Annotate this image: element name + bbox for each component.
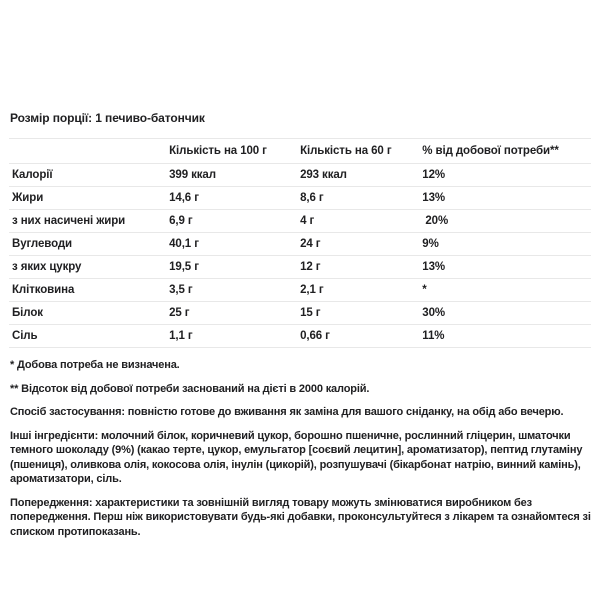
daily-value-percent: 9% [419, 233, 591, 256]
footnote-percent-basis: ** Відсоток від добової потреби заснований на дієті в 2000 калорій. [10, 382, 370, 395]
header-per-100g: Кількість на 100 г [166, 139, 297, 164]
ingredients-text: Інші інгредієнти: молочний білок, коричневий цукор, борошно пшеничне, рослинний гліцерин, шматочки темного шоколаду (9%) (какао терте, цукор, емульгатор [соєвий лецитин], ароматизатор), пептид глутаміну (пшениця), оливкова олія, кокосова олія, інулін (цикорій), розпушувачі (бікарбонат натрію, винний камінь), ароматизатори, сіль. [10, 429, 583, 485]
value-per-60g: 2,1 г [297, 279, 419, 302]
value-per-60g: 15 г [297, 302, 419, 325]
nutrient-name: Сіль [9, 325, 166, 348]
table-row-protein [9, 302, 591, 325]
warning-text: Попередження: характеристики та зовнішній вигляд товару можуть змінюватися виробником без попередження. Перш ніж використовувати будь-які добавки, проконсультуйтеся з лікарем та ознайомтеся зі списком протипоказань. [10, 496, 591, 538]
daily-value-percent: 13% [419, 256, 591, 279]
nutrient-name: Калорії [9, 164, 166, 187]
table-row-calories [9, 164, 591, 187]
nutrient-name: Жири [9, 187, 166, 210]
nutrient-name: Білок [9, 302, 166, 325]
value-per-60g: 293 ккал [297, 164, 419, 187]
value-per-100g: 3,5 г [166, 279, 297, 302]
table-header-row [9, 139, 591, 164]
daily-value-percent: * [419, 279, 591, 302]
value-per-100g: 1,1 г [166, 325, 297, 348]
serving-size-label: Розмір порції: 1 печиво-батончик [10, 111, 205, 125]
value-per-60g: 4 г [297, 210, 419, 233]
footnote-daily-value-undefined: * Добова потреба не визначена. [10, 359, 180, 371]
nutrient-name: з них насичені жири [9, 210, 166, 233]
header-per-60g: Кількість на 60 г [297, 139, 419, 164]
value-per-60g: 8,6 г [297, 187, 419, 210]
table-row-saturated-fat [9, 210, 591, 233]
value-per-60g: 0,66 г [297, 325, 419, 348]
table-row-fat [9, 187, 591, 210]
value-per-100g: 40,1 г [166, 233, 297, 256]
value-per-100g: 6,9 г [166, 210, 297, 233]
value-per-100g: 25 г [166, 302, 297, 325]
daily-value-percent: 11% [419, 325, 591, 348]
table-row-salt [9, 325, 591, 348]
daily-value-percent: 20% [419, 210, 591, 233]
table-row-fiber [9, 279, 591, 302]
value-per-100g: 19,5 г [166, 256, 297, 279]
nutrient-name: Вуглеводи [9, 233, 166, 256]
daily-value-percent: 12% [419, 164, 591, 187]
table-row-sugars [9, 256, 591, 279]
usage-instructions: Спосіб застосування: повністю готове до вживання як заміна для вашого сніданку, на обід або вечерю. [10, 406, 564, 418]
value-per-100g: 399 ккал [166, 164, 297, 187]
header-daily-value: % від добової потреби** [419, 139, 591, 164]
value-per-60g: 24 г [297, 233, 419, 256]
value-per-60g: 12 г [297, 256, 419, 279]
header-empty-cell [9, 139, 166, 164]
daily-value-percent: 13% [419, 187, 591, 210]
value-per-100g: 14,6 г [166, 187, 297, 210]
nutrient-name: з яких цукру [9, 256, 166, 279]
nutrient-name: Клітковина [9, 279, 166, 302]
table-row-carbohydrates [9, 233, 591, 256]
daily-value-percent: 30% [419, 302, 591, 325]
nutrition-table [9, 138, 591, 348]
